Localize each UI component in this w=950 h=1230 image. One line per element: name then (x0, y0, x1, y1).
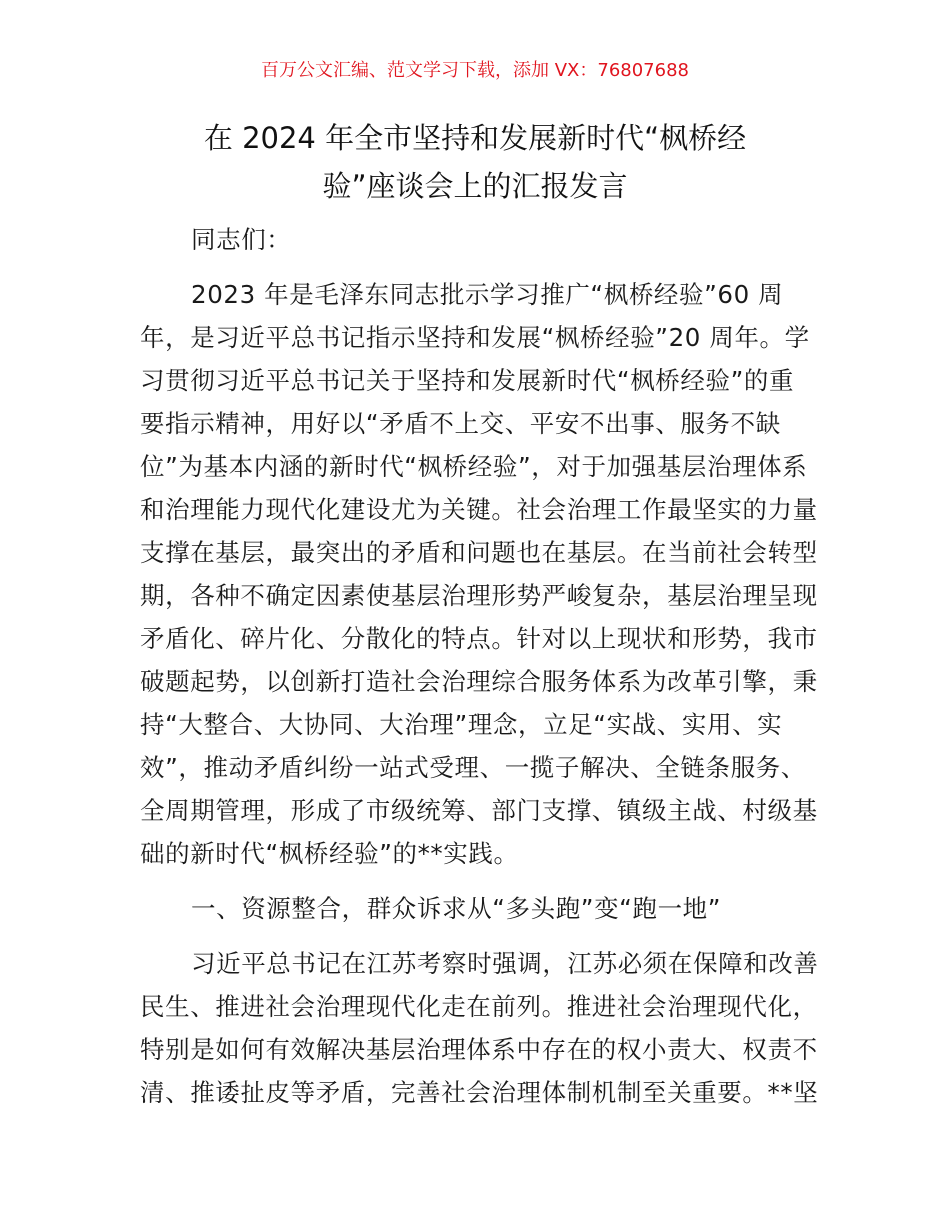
title-line-2: 验”座谈会上的汇报发言 (322, 169, 628, 203)
paragraph-line: 支撑在基层，最突出的矛盾和问题也在基层。在当前社会转型 (140, 538, 818, 567)
paragraph-line: 年，是习近平总书记指示坚持和发展“枫桥经验”20 周年。学 (140, 323, 810, 352)
paragraph-line: 期，各种不确定因素使基层治理形势严峻复杂，基层治理呈现 (140, 581, 818, 610)
document-title (140, 114, 810, 210)
paragraph-line: 和治理能力现代化建设尤为关键。社会治理工作最坚实的力量 (140, 495, 818, 524)
paragraph-line: 特别是如何有效解决基层治理体系中存在的权小责大、权责不 (140, 1035, 818, 1064)
document-body (140, 218, 819, 1114)
title-line-1: 在 2024 年全市坚持和发展新时代“枫桥经 (203, 121, 747, 155)
paragraph-line: 习近平总书记在江苏考察时强调，江苏必须在保障和改善 (191, 949, 819, 978)
paragraph-line: 矛盾化、碎片化、分散化的特点。针对以上现状和形势，我市 (140, 624, 818, 653)
paragraph-line: 2023 年是毛泽东同志批示学习推广“枫桥经验”60 周 (191, 280, 784, 309)
paragraph-line: 习贯彻习近平总书记关于坚持和发展新时代“枫桥经验”的重 (140, 366, 795, 395)
paragraph-line: 全周期管理，形成了市级统筹、部门支撑、镇级主战、村级基 (140, 796, 818, 825)
paragraph-line: 效”，推动矛盾纠纷一站式受理、一揽子解决、全链条服务、 (140, 753, 806, 782)
paragraph-line: 位”为基本内涵的新时代“枫桥经验”，对于加强基层治理体系 (140, 452, 808, 481)
paragraph-2 (140, 942, 819, 1114)
paragraph-line: 持“大整合、大协同、大治理”理念，立足“实战、实用、实 (140, 710, 783, 739)
paragraph-line: 础的新时代“枫桥经验”的**实践。 (140, 839, 519, 868)
paragraph-line: 清、推诿扯皮等矛盾，完善社会治理体制机制至关重要。**坚 (140, 1078, 819, 1107)
section-heading-1: 一、资源整合，群众诉求从“多头跑”变“跑一地” (191, 894, 722, 923)
paragraph-1 (140, 273, 818, 875)
salutation: 同志们： (191, 225, 292, 254)
paragraph-line: 要指示精神，用好以“矛盾不上交、平安不出事、服务不缺 (140, 409, 781, 438)
paragraph-line: 破题起势，以创新打造社会治理综合服务体系为改革引擎，秉 (140, 667, 818, 696)
watermark-banner: 百万公文汇编、范文学习下载，添加 VX：76807688 (261, 60, 689, 81)
paragraph-line: 民生、推进社会治理现代化走在前列。推进社会治理现代化， (140, 992, 818, 1021)
